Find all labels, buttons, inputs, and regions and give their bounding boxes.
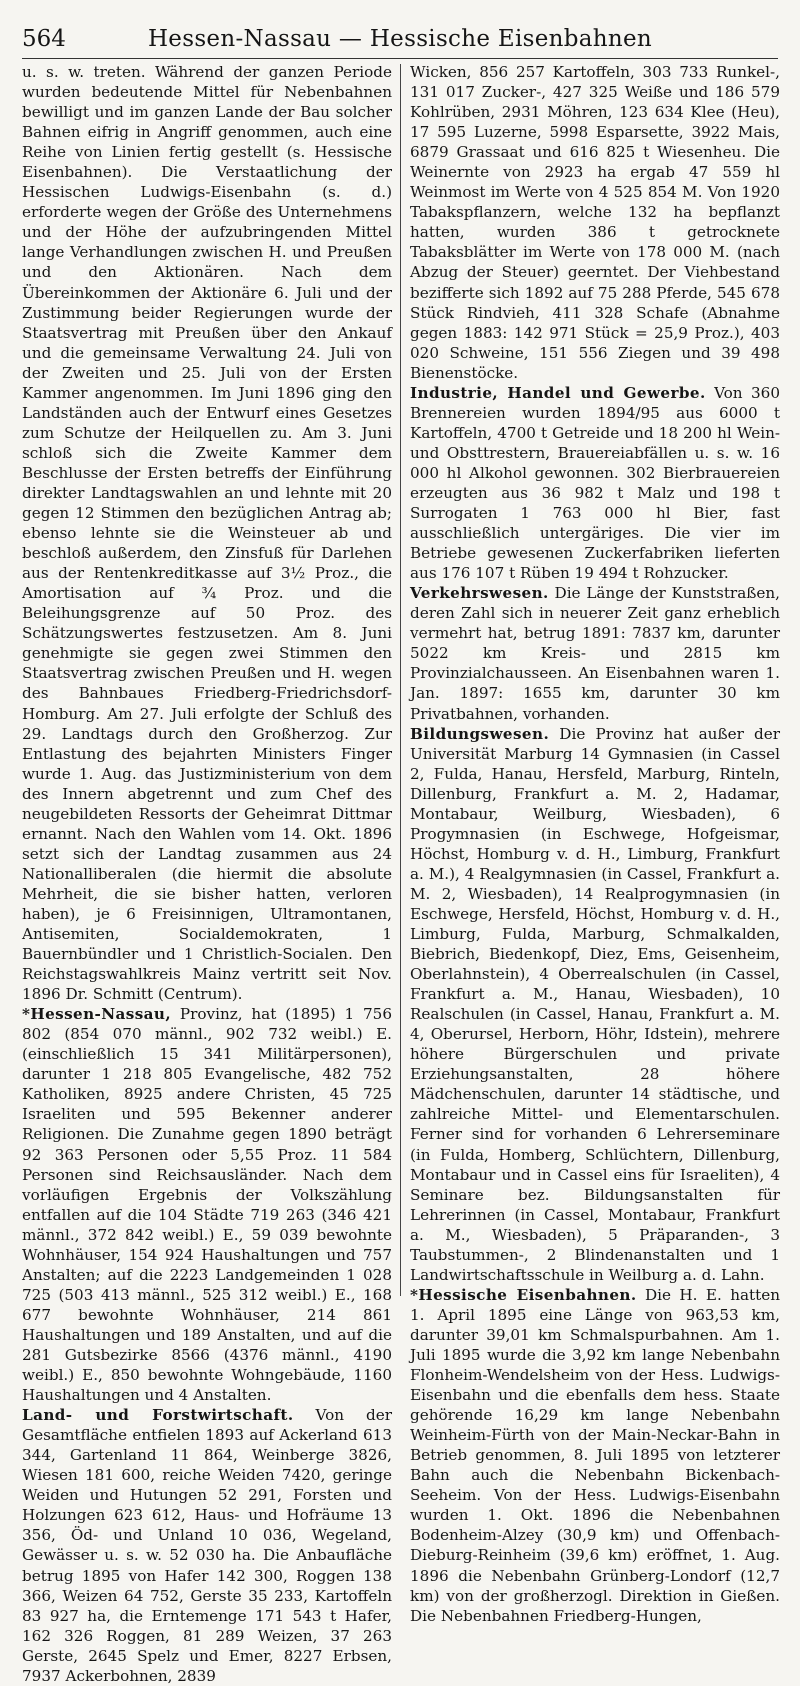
left-column	[22, 62, 392, 1685]
paragraph-verkehrswesen: Verkehrswesen. Die Länge der Kunststraßen, deren Zahl sich in neuerer Zeit ganz erheblich vermehrt hat, betrug 1891: 7837 km, darunter 5022 km Kreis- und 2815 km Provinzialchausseen. An Eisenbahnen waren 1. Jan. 1897: 1655 km, darunter 30 km Privatbahnen, vorhanden.	[410, 584, 780, 723]
header-rule	[22, 58, 778, 59]
entry-title-hessen-nassau: *Hessen-Nassau,	[22, 1005, 172, 1024]
page-header	[22, 14, 778, 52]
paragraph-land-forstwirtschaft: Land- und Forstwirtschaft. Von der Gesamtfläche entfielen 1893 auf Ackerland 613 344, Gartenland 11 864, Weinberge 3826, Wiesen 181 600, reiche Weiden 7420, geringe Weiden und Hutungen 52 291, Forsten und Holzungen 623 612, Haus- und Hofräume 13 356, Öd- und Unland 10 036, Wegeland, Gewässer u. s. w. 52 030 ha. Die Anbaufläche betrug 1895 von Hafer 142 300, Roggen 138 366, Weizen 64 752, Gerste 35 233, Kartoffeln 83 927 ha, die Erntemenge 171 543 t Hafer, 162 326 Roggen, 81 289 Weizen, 37 263 Gerste, 2645 Spelz und Emer, 8227 Erbsen, 7937 Ackerbohnen, 2839	[22, 1406, 392, 1685]
entry-title-hessische-eisenbahnen: *Hessische Eisenbahnen.	[410, 1285, 637, 1304]
paragraph-industrie: Industrie, Handel und Gewerbe. Von 360 Brennereien wurden 1894/95 aus 6000 t Kartoffeln, 4700 t Getreide und 18 200 hl Wein- und Obsttrestern, Brauereiabfällen u. s. w. 16 000 hl Alkohol gewonnen. 302 Bierbrauereien erzeugten aus 36 982 t Malz und 198 t Surrogaten 1 763 000 hl Bier, fast ausschließlich untergäriges. Die vier im Betriebe gewesenen Zuckerfabriken lieferten aus 176 107 t Rüben 19 494 t Rohzucker.	[410, 383, 780, 583]
paragraph-hessen-nassau: *Hessen-Nassau, Provinz, hat (1895) 1 756 802 (854 070 männl., 902 732 weibl.) E. (einschließlich 15 341 Militärpersonen), darunter 1 218 805 Evangelische, 482 752 Katholiken, 8925 andere Christen, 45 725 Israeliten und 595 Bekenner anderer Religionen. Die Zunahme gegen 1890 beträgt 92 363 Personen oder 5,55 Proz. 11 584 Personen sind Reichsausländer. Nach dem vorläufigen Ergebnis der Volkszählung entfallen auf die 104 Städte 719 263 (346 421 männl., 372 842 weibl.) E., 59 039 bewohnte Wohnhäuser, 154 924 Haushaltungen und 757 Anstalten; auf die 2223 Landgemeinden 1 028 725 (503 413 männl., 525 312 weibl.) E., 168 677 bewohnte Wohnhäuser, 214 861 Haushaltungen und 189 Anstalten, und auf die 281 Gutsbezirke 8566 (4376 männl., 4190 weibl.) E., 850 bewohnte Wohngebäude, 1160 Haushaltungen und 4 Anstalten.	[22, 1005, 392, 1405]
paragraph-hessische-eisenbahnen: *Hessische Eisenbahnen. Die H. E. hatten 1. April 1895 eine Länge von 963,53 km, darunter 39,01 km Schmalspurbahnen. Am 1. Juli 1895 wurde die 3,92 km lange Nebenbahn Flonheim-Wendelsheim von der Hess. Ludwigs-Eisenbahn und die ebenfalls dem hess. Staate gehörende 16,29 km lange Nebenbahn Weinheim-Fürth von der Main-Neckar-Bahn in Betrieb genommen, 8. Juli 1895 von letzterer Bahn auch die Nebenbahn Bickenbach-Seeheim. Von der Hess. Ludwigs-Eisenbahn wurden 1. Okt. 1896 die Nebenbahnen Bodenheim-Alzey (30,9 km) und Offenbach-Dieburg-Reinheim (39,6 km) eröffnet, 1. Aug. 1896 die Nebenbahn Grünberg-Londorf (12,7 km) von der großherzogl. Direktion in Gießen. Die Nebenbahnen Friedberg-Hungen,	[410, 1285, 781, 1625]
page-number: 564	[22, 26, 66, 52]
section-title-verkehrswesen: Verkehrswesen.	[410, 584, 549, 603]
section-title-industrie: Industrie, Handel und Gewerbe.	[410, 383, 706, 402]
paragraph-bildungswesen: Bildungswesen. Die Provinz hat außer der Universität Marburg 14 Gymnasien (in Cassel 2, Fulda, Hanau, Hersfeld, Marburg, Rinteln, Dillenburg, Frankfurt a. M. 2, Hadamar, Montabaur, Weilburg, Wiesbaden), 6 Progymnasien (in Eschwege, Hofgeismar, Höchst, Homburg v. d. H., Limburg, Frankfurt a. M.), 4 Realgymnasien (in Cassel, Frankfurt a. M. 2, Wiesbaden), 14 Realprogymnasien (in Eschwege, Hersfeld, Höchst, Homburg v. d. H., Limburg, Fulda, Marburg, Schmalkalden, Biebrich, Biedenkopf, Diez, Ems, Geisenheim, Oberlahnstein), 4 Oberrealschulen (in Cassel, Frankfurt a. M., Hanau, Wiesbaden), 10 Realschulen (in Cassel, Hanau, Frankfurt a. M. 4, Oberursel, Herborn, Höhr, Idstein), mehrere höhere Bürgerschulen und private Erziehungsanstalten, 28 höhere Mädchenschulen, darunter 14 städtische, und zahlreiche Mittel- und Elementarschulen. Ferner sind for vorhanden 6 Lehrerseminare (in Fulda, Homberg, Schlüchtern, Dillenburg, Montabaur und in Cassel eins für Israeliten), 4 Seminare bez. Bildungsanstalten für Lehrerinnen (in Cassel, Montabaur, Frankfurt a. M., Wiesbaden), 5 Präparanden-, 3 Taubstummen-, 2 Blindenanstalten und 1 Landwirtschaftsschule in Weilburg a. d. Lahn.	[410, 724, 780, 1284]
paragraph-ernte-vieh: Wicken, 856 257 Kartoffeln, 303 733 Runkel-, 131 017 Zucker-, 427 325 Weiße und 186 579 Kohlrüben, 2931 Möhren, 123 634 Klee (Heu), 17 595 Luzerne, 5998 Esparsette, 3922 Mais, 6879 Grassaat und 616 825 t Wiesenheu. Die Weinernte von 2923 ha ergab 47 559 hl Weinmost im Werte von 4 525 854 M. Von 1920 Tabakspflanzern, welche 132 ha bepflanzt hatten, wurden 386 t getrocknete Tabaksblätter im Werte von 178 000 M. (nach Abzug der Steuer) geerntet. Der Viehbestand bezifferte sich 1892 auf 75 288 Pferde, 545 678 Stück Rindvieh, 411 328 Schafe (Abnahme gegen 1883: 142 971 Stück = 25,9 Proz.), 403 020 Schweine, 151 556 Ziegen und 39 498 Bienenstöcke.	[410, 63, 780, 382]
right-column	[410, 62, 781, 1625]
paragraph-landtag: u. s. w. treten. Während der ganzen Periode wurden bedeutende Mittel für Nebenbahnen bewilligt und im ganzen Lande der Bau solcher Bahnen eifrig in Angriff genommen, auch eine Reihe von Linien fertig gestellt (s. Hessische Eisenbahnen). Die Verstaatlichung der Hessischen Ludwigs-Eisenbahn (s. d.) erforderte wegen der Größe des Unternehmens und der Höhe der aufzubringenden Mittel lange Verhandlungen zwischen H. und Preußen und den Aktionären. Nach dem Übereinkommen der Aktionäre 6. Juli und der Zustimmung beider Regierungen wurde der Staatsvertrag mit Preußen über den Ankauf und die gemeinsame Verwaltung 24. Juli von der Zweiten und 25. Juli von der Ersten Kammer angenommen. Im Juni 1896 ging den Landständen auch der Entwurf eines Gesetzes zum Schutze der Heilquellen zu. Am 3. Juni schloß sich die Zweite Kammer dem Beschlusse der Ersten betreffs der Einführung direkter Landtagswahlen an und lehnte mit 20 gegen 12 Stimmen den bezüglichen Antrag ab; ebenso lehnte sie die Weinsteuer ab und beschloß außerdem, den Zinsfuß für Darlehen aus der Rentenkreditkasse auf 3½ Proz., die Amortisation auf ¾ Proz. und die Beleihungsgrenze auf 50 Proz. des Schätzungswertes festzusetzen. Am 8. Juni genehmigte sie gegen zwei Stimmen den Staatsvertrag zwischen Preußen und H. wegen des Bahnbaues Friedberg-Friedrichsdorf-Homburg. Am 27. Juli erfolgte der Schluß des 29. Landtags durch den Großherzog. Zur Entlastung des bejahrten Ministers Finger wurde 1. Aug. das Justizministerium von dem des Innern abgetrennt und zum Chef des neugebildeten Ressorts der Geheimrat Dittmar ernannt. Nach den Wahlen vom 14. Okt. 1896 setzt sich der Landtag zusammen aus 24 Nationalliberalen (die hiermit die absolute Mehrheit, die sie bisher hatten, verloren haben), je 6 Freisinnigen, Ultramontanen, Antisemiten, Socialdemokraten, 1 Bauernbündler und 1 Christlich-Socialen. Den Reichstagswahlkreis Mainz vertritt seit Nov. 1896 Dr. Schmitt (Centrum).	[22, 63, 392, 1004]
section-title-land-forstwirtschaft: Land- und Forstwirtschaft.	[22, 1406, 294, 1425]
running-title: Hessen-Nassau — Hessische Eisenbahnen	[147, 26, 653, 52]
section-title-bildungswesen: Bildungswesen.	[410, 724, 550, 743]
column-divider	[400, 64, 401, 1296]
